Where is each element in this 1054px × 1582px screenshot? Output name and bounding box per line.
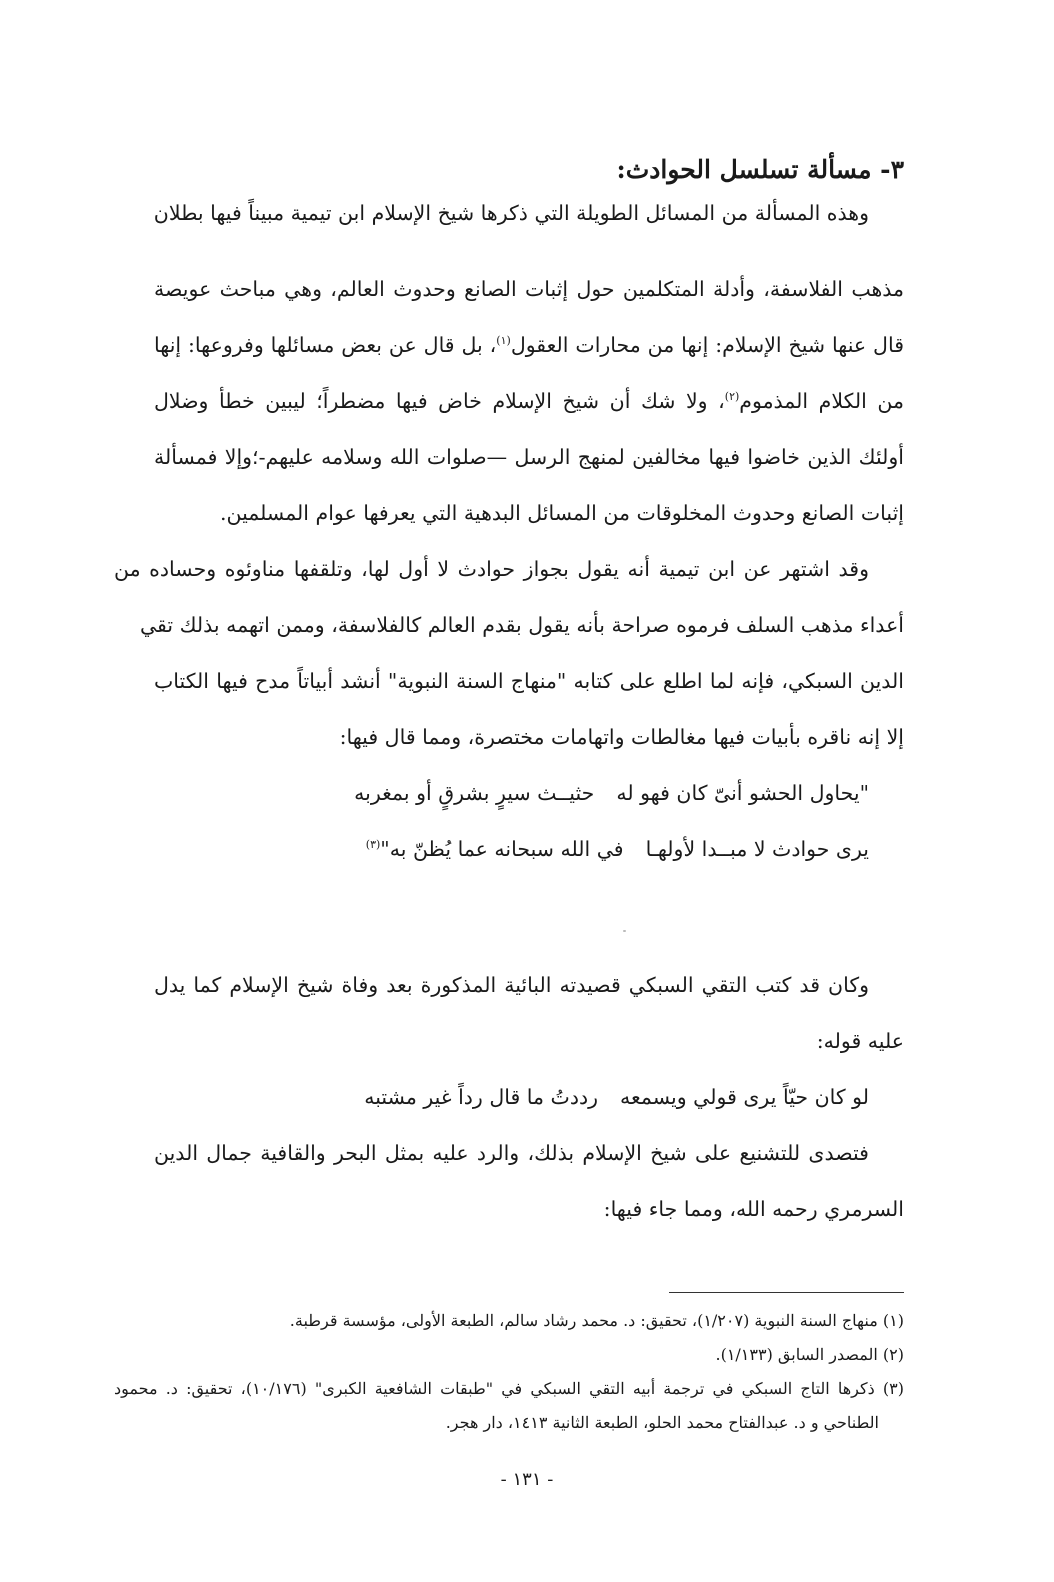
paragraph-line: عليه قوله: bbox=[816, 1029, 904, 1053]
scan-speck bbox=[623, 930, 626, 932]
footnote: (١) منهاج السنة النبوية (١/٢٠٧)، تحقيق: د. محمد رشاد سالم، الطبعة الأولى، مؤسسة قرطبة. bbox=[289, 1311, 904, 1330]
footnote: (٣) ذكرها التاج السبكي في ترجمة أبيه التقي السبكي في "طبقات الشافعية الكبرى" (١٠/١٧٦)، تحقيق: د. محمود bbox=[114, 1379, 904, 1398]
verse-second-hemistich: حثيــث سيرٍ بشرقٍ أو بمغربه bbox=[354, 781, 595, 805]
paragraph-line: أعداء مذهب السلف فرموه صراحة بأنه يقول بقدم العالم كالفلاسفة، وممن اتهمه بذلك تقي bbox=[139, 613, 904, 637]
paragraph-line bbox=[154, 325, 904, 365]
footnote-ref: (٣) bbox=[365, 838, 381, 852]
verse-line bbox=[364, 1077, 869, 1117]
footnote-ref: (٢) bbox=[724, 390, 740, 404]
paragraph-line: إلا إنه ناقره بأبيات فيها مغالطات واتهامات مختصرة، ومما قال فيها: bbox=[339, 725, 904, 749]
paragraph-line: السرمري رحمه الله، ومما جاء فيها: bbox=[603, 1197, 904, 1221]
text-fragment: من الكلام المذموم bbox=[739, 389, 905, 413]
paragraph-line: الدين السبكي، فإنه لما اطلع على كتابه "منهاج السنة النبوية" أنشد أبياتاً مدح فيها الكتاب bbox=[154, 669, 904, 693]
text-fragment: في الله سبحانه عما يُظنّ به" bbox=[380, 837, 624, 861]
footnote-separator bbox=[669, 1292, 904, 1293]
verse-line bbox=[354, 773, 869, 813]
verse-second-hemistich: رددتُ ما قال رداً غير مشتبه bbox=[364, 1085, 598, 1109]
text-fragment: ، بل قال عن بعض مسائلها وفروعها: إنها bbox=[154, 333, 497, 357]
verse-first-hemistich: يرى حوادث لا مبــدا لأولهـا bbox=[645, 837, 869, 861]
footnote-ref: (١) bbox=[496, 334, 511, 348]
paragraph-line: أولئك الذين خاضوا فيها مخالفين لمنهج الرسل —صلوات الله وسلامه عليهم-؛وإلا فمسألة bbox=[154, 445, 904, 469]
page-number: - ١٣١ - bbox=[500, 1469, 554, 1490]
verse-line bbox=[366, 829, 869, 869]
paragraph-line bbox=[154, 381, 904, 421]
paragraph-line: فتصدى للتشنيع على شيخ الإسلام بذلك، والرد عليه بمثل البحر والقافية جمال الدين bbox=[154, 1141, 869, 1165]
verse-first-hemistich: "يحاول الحشو أنىّ كان فهو له bbox=[616, 781, 869, 805]
paragraph-line: مذهب الفلاسفة، وأدلة المتكلمين حول إثبات الصانع وحدوث العالم، وهي مباحث عويصة bbox=[154, 277, 904, 301]
text-fragment: ، ولا شك أن شيخ الإسلام خاض فيها مضطراً؛ ليبين خطأ وضلال bbox=[154, 389, 725, 413]
paragraph-line: وكان قد كتب التقي السبكي قصيدته البائية المذكورة بعد وفاة شيخ الإسلام كما يدل bbox=[154, 973, 870, 997]
paragraph-line: إثبات الصانع وحدوث المخلوقات من المسائل البدهية التي يعرفها عوام المسلمين. bbox=[219, 501, 904, 525]
text-fragment: قال عنها شيخ الإسلام: إنها من محارات العقول bbox=[510, 333, 904, 357]
paragraph-line: وهذه المسألة من المسائل الطويلة التي ذكرها شيخ الإسلام ابن تيمية مبيناً فيها بطلان bbox=[153, 201, 869, 225]
section-heading: ٣- مسألة تسلسل الحوادث: bbox=[616, 155, 904, 184]
paragraph-line: وقد اشتهر عن ابن تيمية أنه يقول بجواز حوادث لا أول لها، وتلقفها مناوئوه وحساده من bbox=[114, 557, 869, 581]
verse-second-hemistich bbox=[366, 829, 624, 869]
verse-first-hemistich: لو كان حيّاً يرى قولي ويسمعه bbox=[620, 1085, 869, 1109]
footnote-continuation: الطناحي و د. عبدالفتاح محمد الحلو، الطبعة الثانية ١٤١٣، دار هجر. bbox=[445, 1413, 879, 1432]
footnote: (٢) المصدر السابق (١/١٣٣). bbox=[715, 1345, 904, 1364]
